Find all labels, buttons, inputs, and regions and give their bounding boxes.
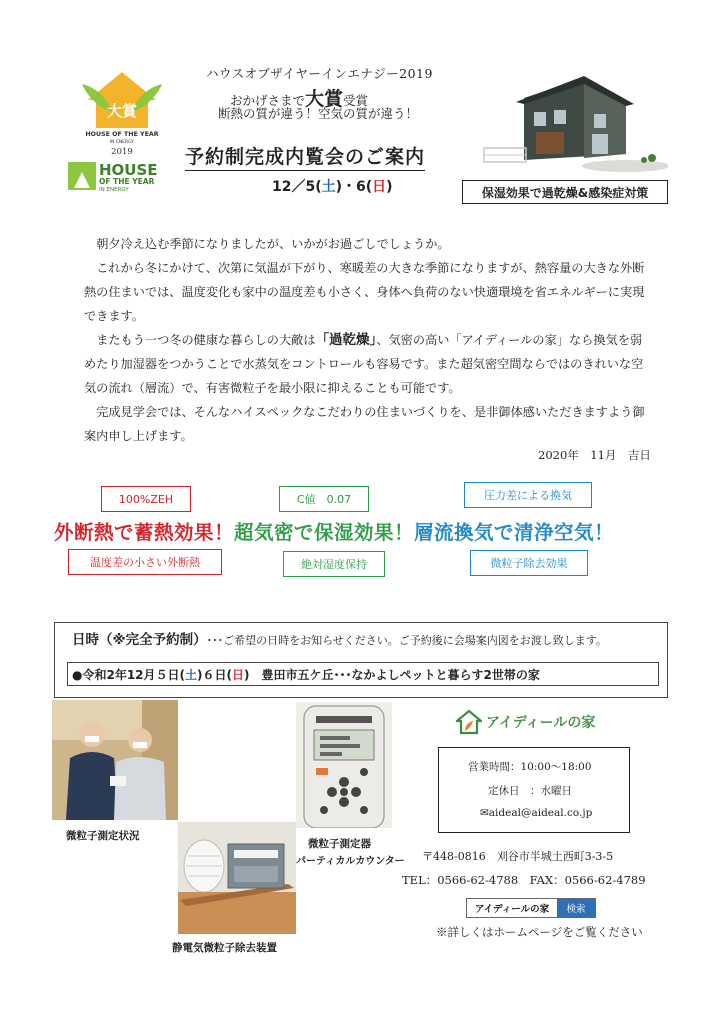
house-of-year-logo: [68, 158, 168, 194]
paragraph-2: これから冬にかけて、次第に気温が下がり、寒暖差の大きな季節になりますが、熱容量の大きな外断熱の住まいでは、温度変化も家中の温度差も小さく、身体へ負荷のない快適環境を省エネルギーに実現できます。: [84, 261, 645, 323]
feature-slogan: 外断熱で蓄熱効果！超気密で保湿効果！層流換気で清浄空気！: [54, 521, 615, 544]
phone-fax: TEL：0566-62-4788 FAX：0566-62-4789: [402, 873, 646, 887]
tag-c-value: C値 0.07: [279, 486, 369, 512]
caption-measurement: 微粒子測定状況: [66, 830, 140, 842]
search-input[interactable]: アイディールの家: [474, 904, 550, 915]
paragraph-4: 完成見学会では、そんなハイスペックなこだわりの住まいづくりを、是非御体感いただきますよう御案内申し上げます。: [84, 405, 645, 443]
event-label: 日時（※完全予約制）･･･ご希望の日時をお知らせください。ご予約後に会場案内図をお渡し致します。: [72, 632, 607, 648]
award-year: 2019: [111, 147, 133, 156]
house-photo: [476, 74, 668, 178]
event-dates: 12／5(土)・6(日): [272, 179, 393, 195]
purifier-photo: [178, 822, 296, 934]
tag-particle: 微粒子除去効果: [470, 550, 588, 576]
paragraph-3: またもう一つ冬の健康な暮らしの大敵は「過乾燥」、気密の高い「アイディールの家」なら換気を弱めたり加湿器をつかうことで水蒸気をコントロールも容易です。また超気密空間ならではのきれいな空気の流れ（層流）で、有害微粒子を最小限に抑えることも可能です。: [84, 332, 644, 395]
particle-counter-photo: [296, 702, 392, 828]
brand3: IN ENERGY: [99, 187, 129, 193]
measurement-photo: [52, 700, 178, 820]
event-detail: ●令和2年12月５日( 土 )６日( 日 ) 豊田市五ケ丘･･･なかよしペットと暮らす2世帯の家: [67, 662, 659, 686]
company-logo: [456, 707, 595, 737]
company-name: アイディールの家: [486, 715, 596, 731]
page-title: 予約制完成内覧会のご案内: [185, 142, 425, 171]
business-hours: 営業時間：10:00～18:00: [468, 761, 592, 773]
header-badge: 保湿効果で過乾燥&感染症対策: [462, 180, 668, 204]
award-text2: IN ENERGY: [109, 140, 135, 145]
award-text1: HOUSE OF THE YEAR: [85, 131, 159, 138]
caption-counter-sub: パーティカルカウンター: [296, 856, 405, 867]
letter-date: 2020年 11月 吉日: [538, 448, 651, 462]
address: 〒448-0816 刈谷市半城土西町3-3-5: [422, 850, 614, 863]
caption-counter: 微粒子測定器: [308, 838, 371, 850]
email[interactable]: ✉aideal@aideal.co.jp: [480, 807, 593, 819]
house-logo-icon: [456, 709, 482, 735]
award-line: ハウスオブザイヤーインエナジー2019: [206, 66, 433, 81]
search-button[interactable]: 検索: [557, 899, 595, 917]
tag-pressure: 圧力差による換気: [464, 482, 592, 508]
tag-temp: 温度差の小さい外断熱: [68, 549, 222, 575]
caption-purifier: 静電気微粒子除去装置: [172, 942, 277, 954]
brand1: HOUSE: [99, 161, 158, 179]
greeting-body: [84, 232, 654, 448]
award-label: 大賞: [106, 102, 138, 120]
paragraph-1: 朝夕冷え込む季節になりましたが、いかがお過ごしでしょうか。: [96, 237, 450, 251]
holiday: 定休日 ：水曜日: [488, 785, 572, 797]
brand2: OF THE YEAR: [99, 177, 155, 186]
search-box: [466, 898, 596, 918]
tag-humidity: 絶対湿度保持: [283, 551, 385, 577]
tagline: 断熱の質が違う！空気の質が違う！: [218, 106, 419, 121]
award-logo: [78, 66, 166, 156]
tag-zeh: 100%ZEH: [101, 486, 191, 512]
award-line2: おかげさまで大賞受賞: [230, 88, 369, 110]
homepage-note: ※詳しくはホームページをご覧ください: [436, 925, 643, 939]
